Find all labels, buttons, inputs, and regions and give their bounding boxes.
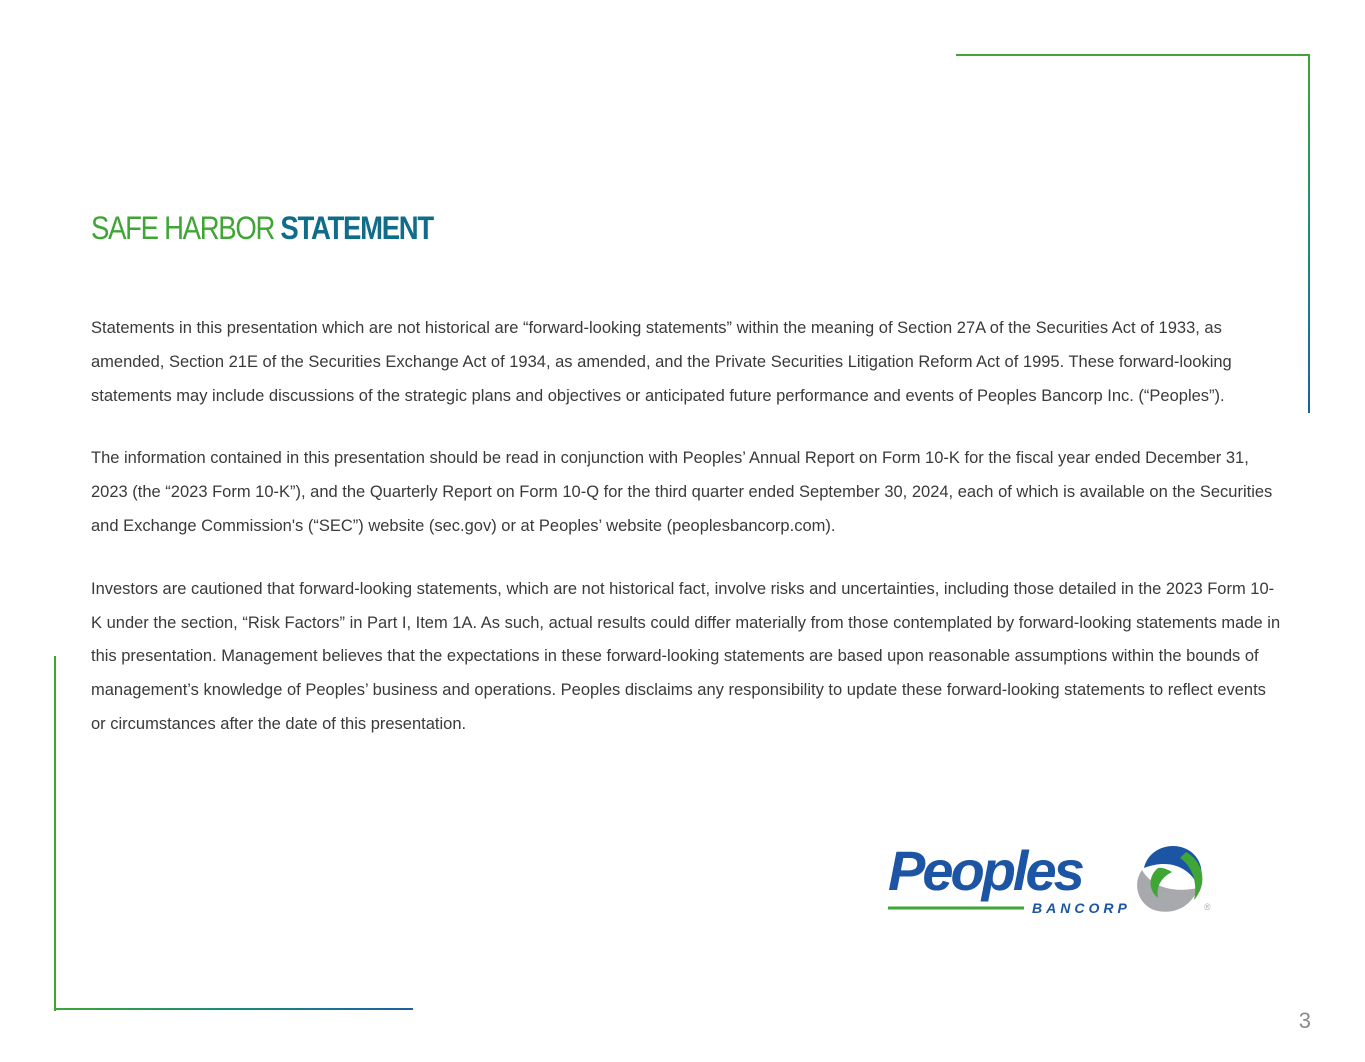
slide-title-light: SAFE HARBOR: [91, 210, 275, 246]
safe-harbor-body: [91, 312, 1281, 771]
peoples-bancorp-logo-graphic: [886, 838, 1216, 918]
paragraph-information: The information contained in this presentation should be read in conjunction with Peoples’ Annual Report on Form 10-K for the fiscal year ended December 31, 2023 (the “2023 Form 10-K”), and the Quarterly Report on Form 10-Q for the third quarter ended September 30, 2024, each of which is available on the Securities and Exchange Commission's (“SEC”) website (sec.gov) or at Peoples’ website (peoplesbancorp.com).: [91, 449, 1273, 535]
logo-wordmark: Peoples: [888, 839, 1082, 902]
frame-corner-top-right-horizontal: [956, 54, 1310, 56]
page-number: 3: [1298, 1008, 1311, 1033]
logo-registered-mark: ®: [1204, 902, 1211, 912]
frame-corner-bottom-left-vertical: [54, 656, 56, 1011]
paragraph-investors-cautioned: Investors are cautioned that forward-looking statements, which are not historical fact, involve risks and uncertainties, including those detailed in the 2023 Form 10-K under the section, “Risk Factors” in Part I, Item 1A. As such, actual results could differ materially from those contemplated by forward-looking statements made in this presentation. Management believes that the expectations in these forward-looking statements are based upon reasonable assumptions within the bounds of management’s knowledge of Peoples’ business and operations. Peoples disclaims any responsibility to update these forward-looking statements to reflect events or circumstances after the date of this presentation.: [91, 579, 1281, 733]
logo-subtitle: BANCORP: [1032, 900, 1131, 916]
frame-corner-bottom-left-horizontal: [54, 1008, 413, 1010]
slide-title-bold: STATEMENT: [280, 210, 433, 246]
slide-title: [91, 210, 433, 247]
paragraph-forward-looking: Statements in this presentation which are not historical are “forward-looking statements” within the meaning of Section 27A of the Securities Act of 1933, as amended, Section 21E of the Securities Exchange Act of 1934, as amended, and the Private Securities Litigation Reform Act of 1995. These forward-looking statements may include discussions of the strategic plans and objectives or anticipated future performance and events of Peoples Bancorp Inc. (“Peoples”).: [91, 319, 1232, 405]
peoples-swirl-icon: [1136, 846, 1202, 912]
peoples-bancorp-logo: [886, 838, 1216, 918]
frame-corner-top-right-vertical: [1308, 54, 1310, 413]
